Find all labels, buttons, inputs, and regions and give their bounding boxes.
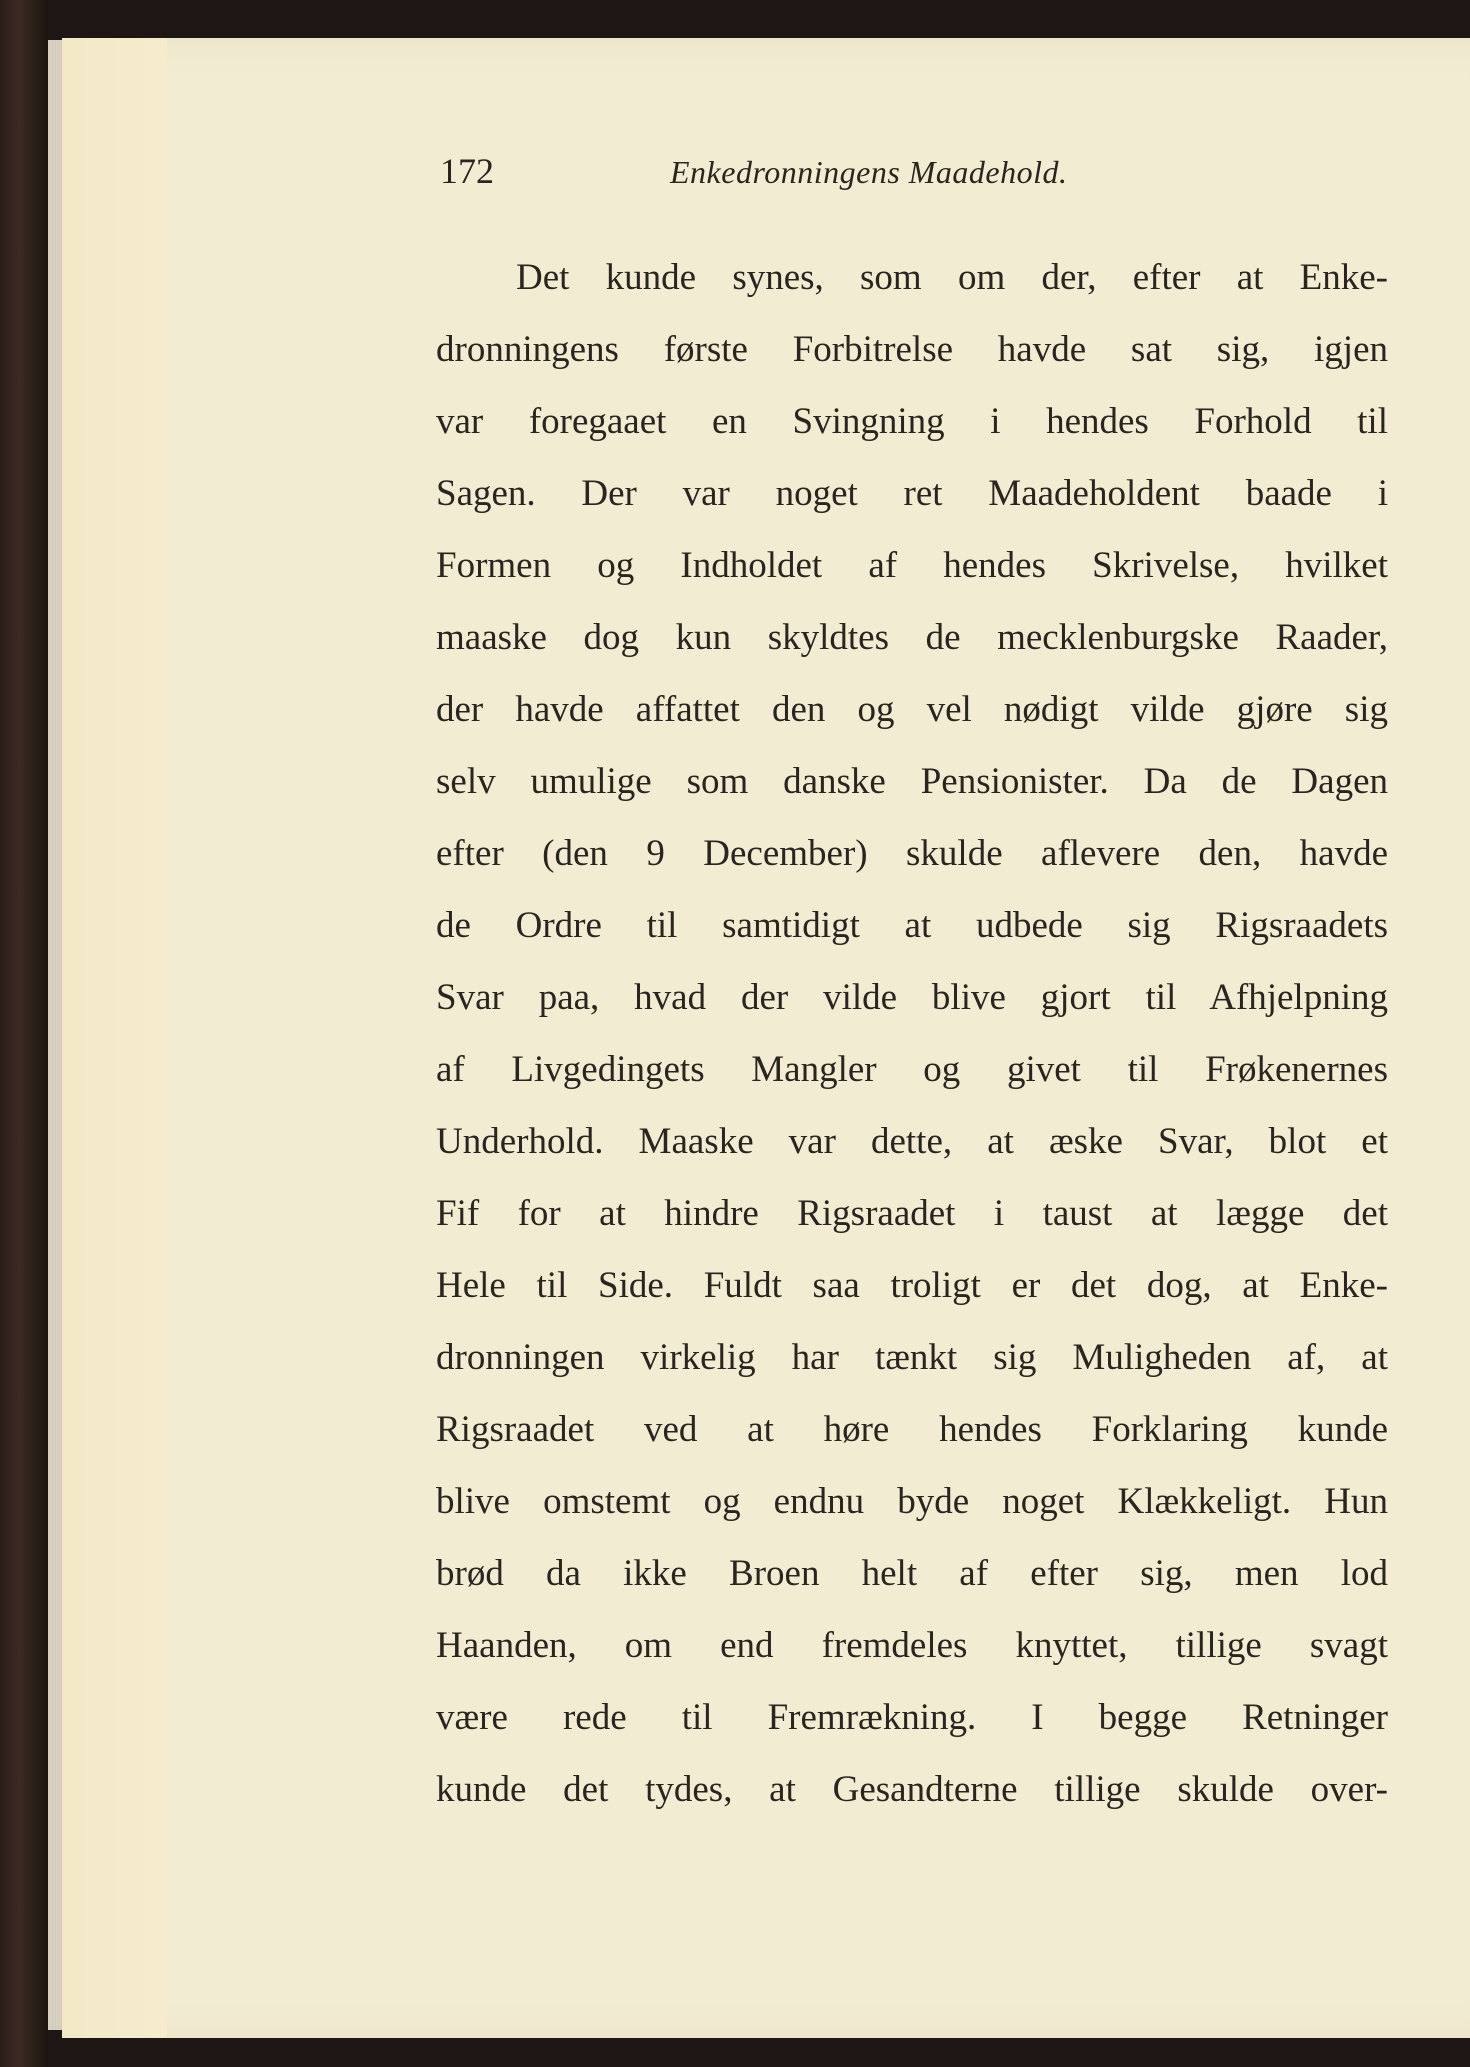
text-line: selv umulige som danske Pensionister. Da de Dagen — [436, 761, 1388, 802]
page-number: 172 — [440, 151, 494, 191]
body-text — [436, 242, 1388, 1826]
text-line: var foregaaet en Svingning i hendes Forhold til — [436, 401, 1388, 442]
text-line: Svar paa, hvad der vilde blive gjort til Afhjelpning — [436, 977, 1388, 1018]
text-line: brød da ikke Broen helt af efter sig, men lod — [436, 1553, 1388, 1594]
text-line: være rede til Fremrækning. I begge Retninger — [436, 1697, 1388, 1738]
text-line: maaske dog kun skyldtes de mecklenburgske Raader, — [436, 617, 1388, 658]
running-title: Enkedronningens Maadehold. — [670, 154, 1068, 190]
text-line: Det kunde synes, som om der, efter at Enke- — [516, 257, 1388, 298]
text-line: der havde affattet den og vel nødigt vilde gjøre sig — [436, 689, 1388, 730]
page-edges — [48, 40, 62, 2030]
text-line: af Livgedingets Mangler og givet til Frøkenernes — [436, 1049, 1388, 1090]
text-line: Sagen. Der var noget ret Maadeholdent baade i — [436, 473, 1388, 514]
text-line: kunde det tydes, at Gesandterne tillige skulde over- — [436, 1769, 1388, 1810]
text-line: dronningen virkelig har tænkt sig Muligheden af, at — [436, 1337, 1388, 1378]
text-line: Underhold. Maaske var dette, at æske Svar, blot et — [436, 1121, 1388, 1162]
page-bottom-edge — [62, 2038, 1470, 2067]
text-line: Rigsraadet ved at høre hendes Forklaring kunde — [436, 1409, 1388, 1450]
text-line: de Ordre til samtidigt at udbede sig Rigsraadets — [436, 905, 1388, 946]
text-line: dronningens første Forbitrelse havde sat sig, igjen — [436, 329, 1388, 370]
text-line: Formen og Indholdet af hendes Skrivelse, hvilket — [436, 545, 1388, 586]
text-line: Hele til Side. Fuldt saa troligt er det dog, at Enke- — [436, 1265, 1388, 1306]
page-header — [440, 150, 1340, 200]
text-line: blive omstemt og endnu byde noget Klækkeligt. Hun — [436, 1481, 1388, 1522]
page-gutter — [62, 38, 167, 2038]
text-line: Haanden, om end fremdeles knyttet, tillige svagt — [436, 1625, 1388, 1666]
text-line: efter (den 9 December) skulde aflevere den, havde — [436, 833, 1388, 874]
book-binding — [0, 0, 48, 2067]
text-line: Fif for at hindre Rigsraadet i taust at lægge det — [436, 1193, 1388, 1234]
